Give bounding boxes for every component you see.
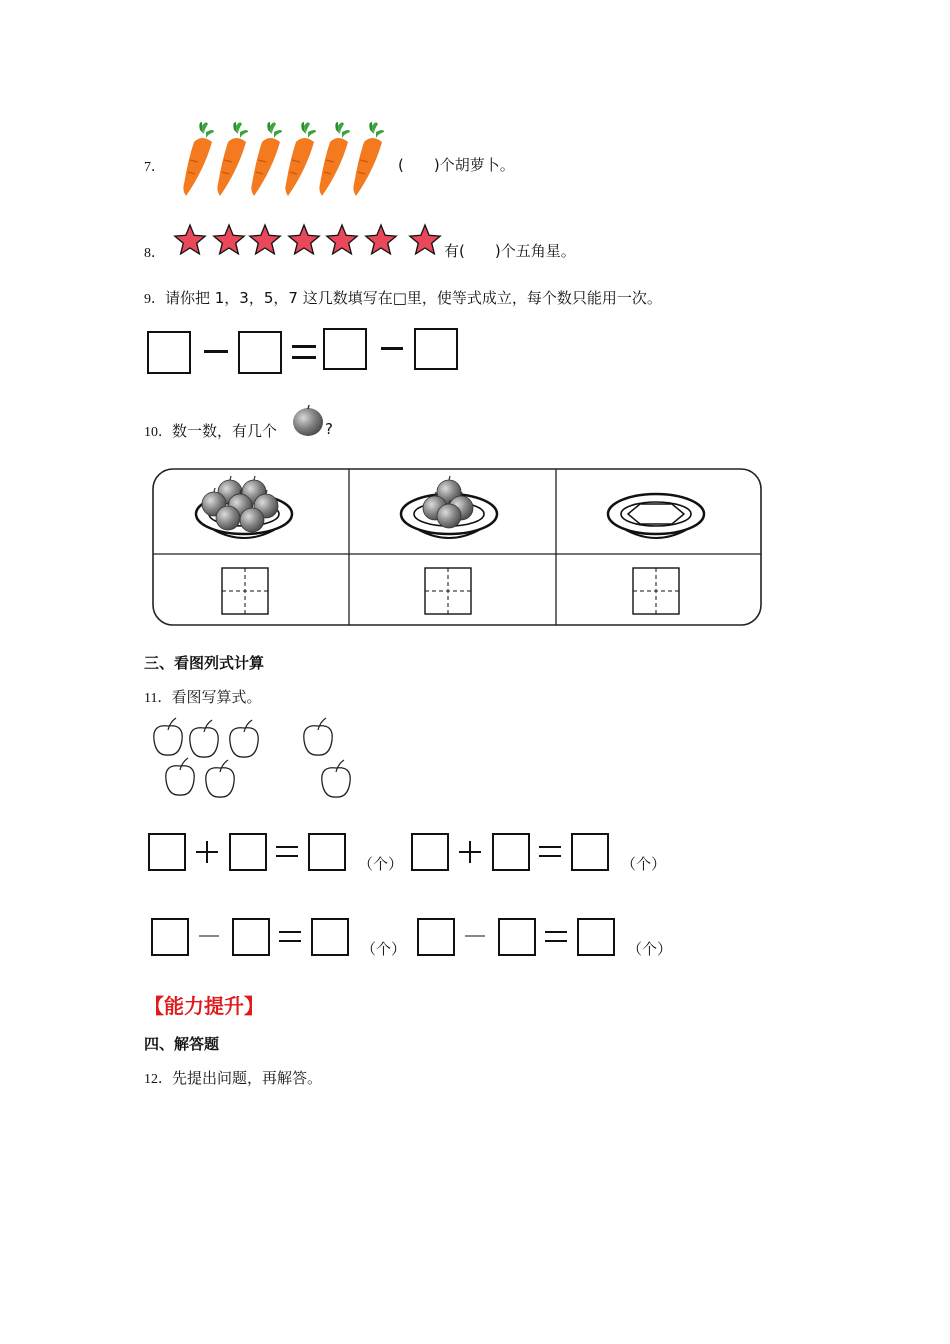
star-icon: [366, 225, 396, 254]
answer-box[interactable]: [577, 918, 615, 956]
answer-box[interactable]: [492, 833, 530, 871]
equals-sign: [279, 931, 301, 943]
sketch-apple-icon: [154, 718, 182, 755]
answer-box[interactable]: [308, 833, 346, 871]
star-group: [172, 224, 444, 258]
answer-box[interactable]: [414, 328, 458, 370]
question-9: [144, 287, 662, 308]
question-9-text: 请你把 1，3，5，7 这几数填写在□里，使等式成立，每个数只能用一次。: [165, 289, 662, 307]
answer-box[interactable]: [571, 833, 609, 871]
star-icon: [327, 225, 357, 254]
question-number: 12．: [144, 1072, 172, 1087]
answer-box[interactable]: [229, 833, 267, 871]
sketch-apple-icon: [206, 760, 234, 797]
minus-sign: [381, 347, 403, 350]
empty-plate: [608, 494, 704, 538]
plate-with-7-apples: [196, 476, 292, 538]
answer-box[interactable]: [411, 833, 449, 871]
apple-icon: [292, 403, 326, 437]
equals-sign: [545, 931, 567, 943]
unit-label: （个）: [621, 855, 667, 873]
carrot-icon: [217, 122, 248, 196]
answer-box[interactable]: [147, 331, 191, 374]
question-8-text: 有( )个五角星。: [444, 242, 576, 260]
equals-sign: [276, 846, 298, 858]
unit-label: （个）: [361, 940, 407, 958]
star-icon: [175, 225, 205, 254]
ability-improvement-title: 【能力提升】: [144, 994, 264, 1018]
answer-box[interactable]: [311, 918, 349, 956]
sketch-apple-icon: [322, 760, 350, 797]
question-10: [144, 420, 277, 441]
carrot-icon: [183, 122, 214, 196]
question-10-text: 数一数，有几个: [172, 422, 278, 440]
unit-label: （个）: [358, 855, 404, 873]
plate-with-4-apples: [401, 476, 497, 538]
question-number: 10．: [144, 425, 172, 440]
sketch-apple-icon: [190, 720, 218, 757]
question-7-text: ( )个胡萝卜。: [398, 156, 515, 174]
plus-sign: [196, 841, 218, 863]
answer-box[interactable]: [498, 918, 536, 956]
carrot-icon: [285, 122, 316, 196]
minus-sign: [204, 350, 228, 353]
equals-sign-top: [292, 345, 316, 348]
star-icon: [289, 225, 319, 254]
minus-sign: [199, 935, 219, 937]
sketch-apples: [148, 718, 368, 806]
question-number: 7．: [144, 160, 165, 175]
answer-box[interactable]: [232, 918, 270, 956]
question-number: 11．: [144, 691, 172, 706]
section-title: 四、解答题: [144, 1035, 220, 1053]
answer-box[interactable]: [151, 918, 189, 956]
answer-box[interactable]: [417, 918, 455, 956]
question-10-text-end: ?: [325, 420, 333, 438]
sketch-apple-icon: [166, 758, 194, 795]
carrot-icon: [251, 122, 282, 196]
answer-box[interactable]: [148, 833, 186, 871]
question-number: 9．: [144, 292, 165, 307]
question-11-text: 看图写算式。: [171, 688, 262, 706]
carrot-icon: [353, 122, 384, 196]
answer-box[interactable]: [238, 331, 282, 374]
count-answer-box[interactable]: [633, 568, 679, 614]
carrot-group: [178, 120, 388, 200]
question-11: [144, 686, 262, 707]
unit-label: （个）: [627, 940, 673, 958]
sketch-apple-icon: [230, 720, 258, 757]
equals-sign: [539, 846, 561, 858]
equals-sign-bottom: [292, 356, 316, 359]
question-12: [144, 1067, 322, 1088]
star-icon: [410, 225, 440, 254]
count-answer-box[interactable]: [222, 568, 268, 614]
question-number: 8．: [144, 246, 165, 261]
carrot-icon: [319, 122, 350, 196]
question-7: [144, 156, 165, 176]
plus-sign: [459, 841, 481, 863]
apple-count-table: [152, 468, 764, 628]
section-title: 三、看图列式计算: [144, 654, 265, 672]
star-icon: [214, 225, 244, 254]
answer-box[interactable]: [323, 328, 367, 370]
question-8: [144, 242, 165, 262]
question-12-text: 先提出问题，再解答。: [172, 1069, 323, 1087]
star-icon: [250, 225, 280, 254]
minus-sign: [465, 935, 485, 937]
count-answer-box[interactable]: [425, 568, 471, 614]
sketch-apple-icon: [304, 718, 332, 755]
